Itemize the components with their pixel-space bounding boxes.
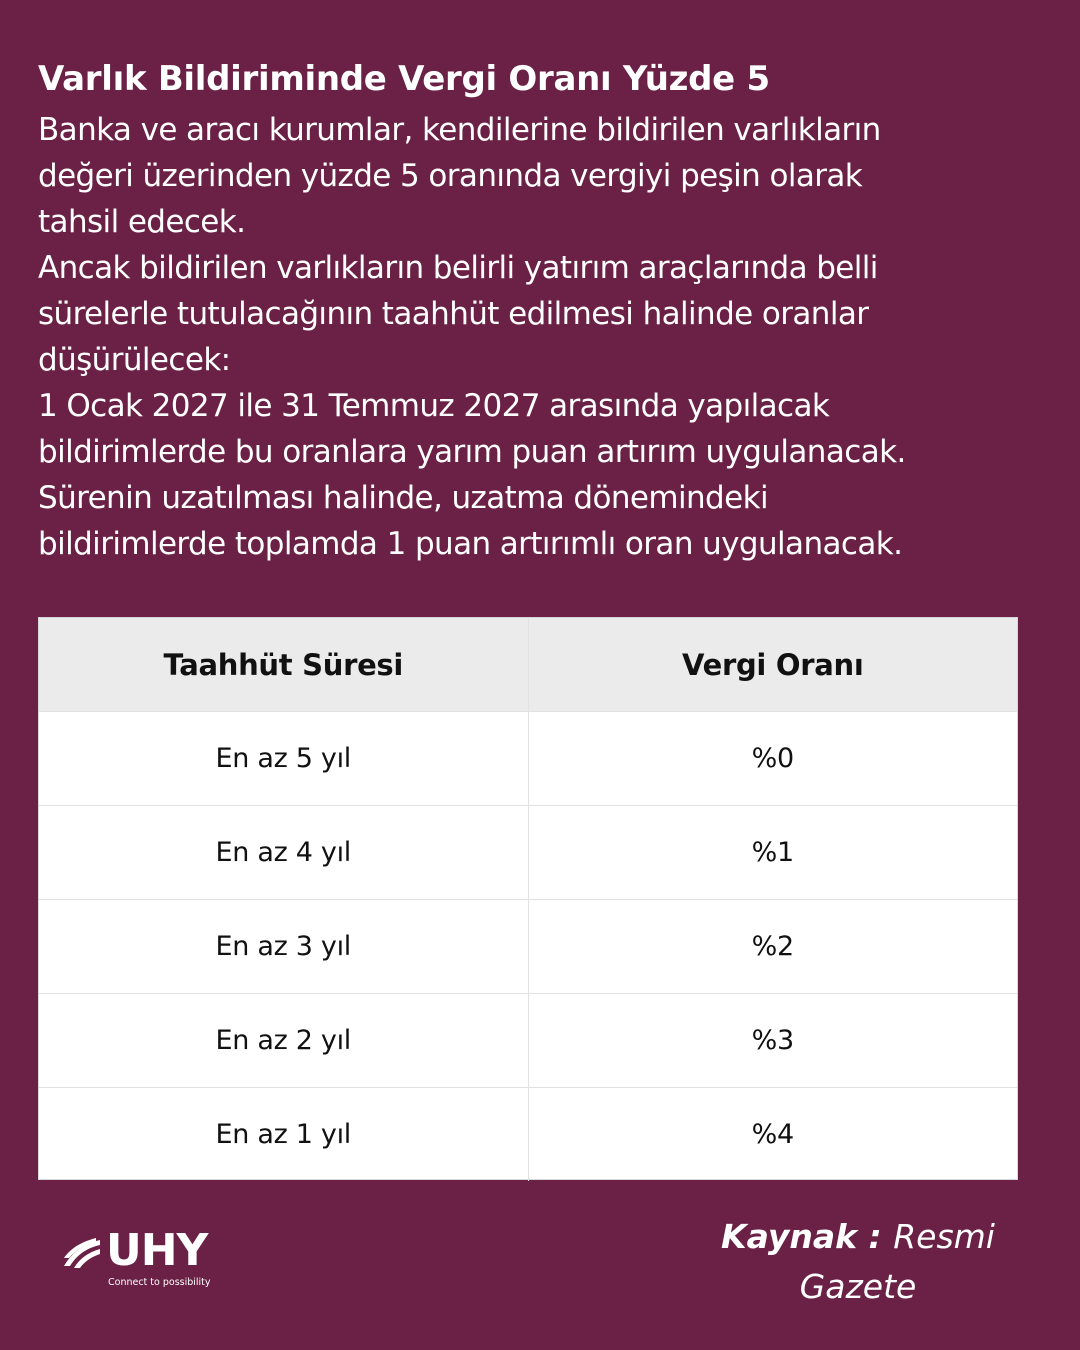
body-line: sürelerle tutulacağının taahhüt edilmesi halinde oranlar (38, 296, 869, 332)
article-body (38, 107, 1050, 567)
duration-cell: En az 5 yıl (215, 743, 351, 774)
table-header-row (39, 618, 1017, 711)
column-header-rate: Vergi Oranı (528, 618, 1018, 711)
table-row (39, 805, 1017, 899)
duration-cell: En az 1 yıl (215, 1119, 351, 1150)
rate-cell: %1 (528, 806, 1018, 899)
body-line: tahsil edecek. (38, 204, 246, 240)
duration-cell: En az 3 yıl (215, 931, 351, 962)
column-header-duration: Taahhüt Süresi (163, 647, 404, 682)
duration-cell: En az 2 yıl (215, 1025, 351, 1056)
body-line: 1 Ocak 2027 ile 31 Temmuz 2027 arasında yapılacak (38, 388, 830, 424)
source-credit (700, 1212, 1016, 1312)
logo-tagline: Connect to possibility (108, 1277, 211, 1288)
body-line: Banka ve aracı kurumlar, kendilerine bildirilen varlıkların (38, 112, 881, 148)
uhy-logo (62, 1225, 242, 1298)
body-line: değeri üzerinden yüzde 5 oranında vergiyi peşin olarak (38, 158, 863, 194)
source-line-2: Gazete (799, 1267, 917, 1306)
table-row (39, 711, 1017, 805)
body-line: bildirimlerde toplamda 1 puan artırımlı oran uygulanacak. (38, 526, 903, 562)
table-row (39, 993, 1017, 1087)
body-line: Ancak bildirilen varlıkların belirli yatırım araçlarında belli (38, 250, 878, 286)
tax-rate-table (38, 617, 1018, 1180)
duration-cell: En az 4 yıl (215, 837, 351, 868)
logo-wordmark: UHY (106, 1225, 208, 1276)
table-row (39, 899, 1017, 993)
body-line: düşürülecek: (38, 342, 231, 378)
body-line: Sürenin uzatılması halinde, uzatma dönemindeki (38, 480, 768, 516)
uhy-swoosh-icon (62, 1236, 102, 1270)
source-line-1 (700, 1212, 1016, 1262)
page-title: Varlık Bildiriminde Vergi Oranı Yüzde 5 (38, 59, 770, 99)
body-line: bildirimlerde bu oranlara yarım puan artırım uygulanacak. (38, 434, 906, 470)
rate-cell: %0 (528, 712, 1018, 805)
rate-cell: %3 (528, 994, 1018, 1087)
source-label: Kaynak (721, 1217, 858, 1256)
rate-cell: %4 (528, 1088, 1018, 1181)
rate-cell: %2 (528, 900, 1018, 993)
source-separator: : (857, 1217, 894, 1256)
source-value-1: Resmi (893, 1217, 995, 1256)
table-row (39, 1087, 1017, 1181)
